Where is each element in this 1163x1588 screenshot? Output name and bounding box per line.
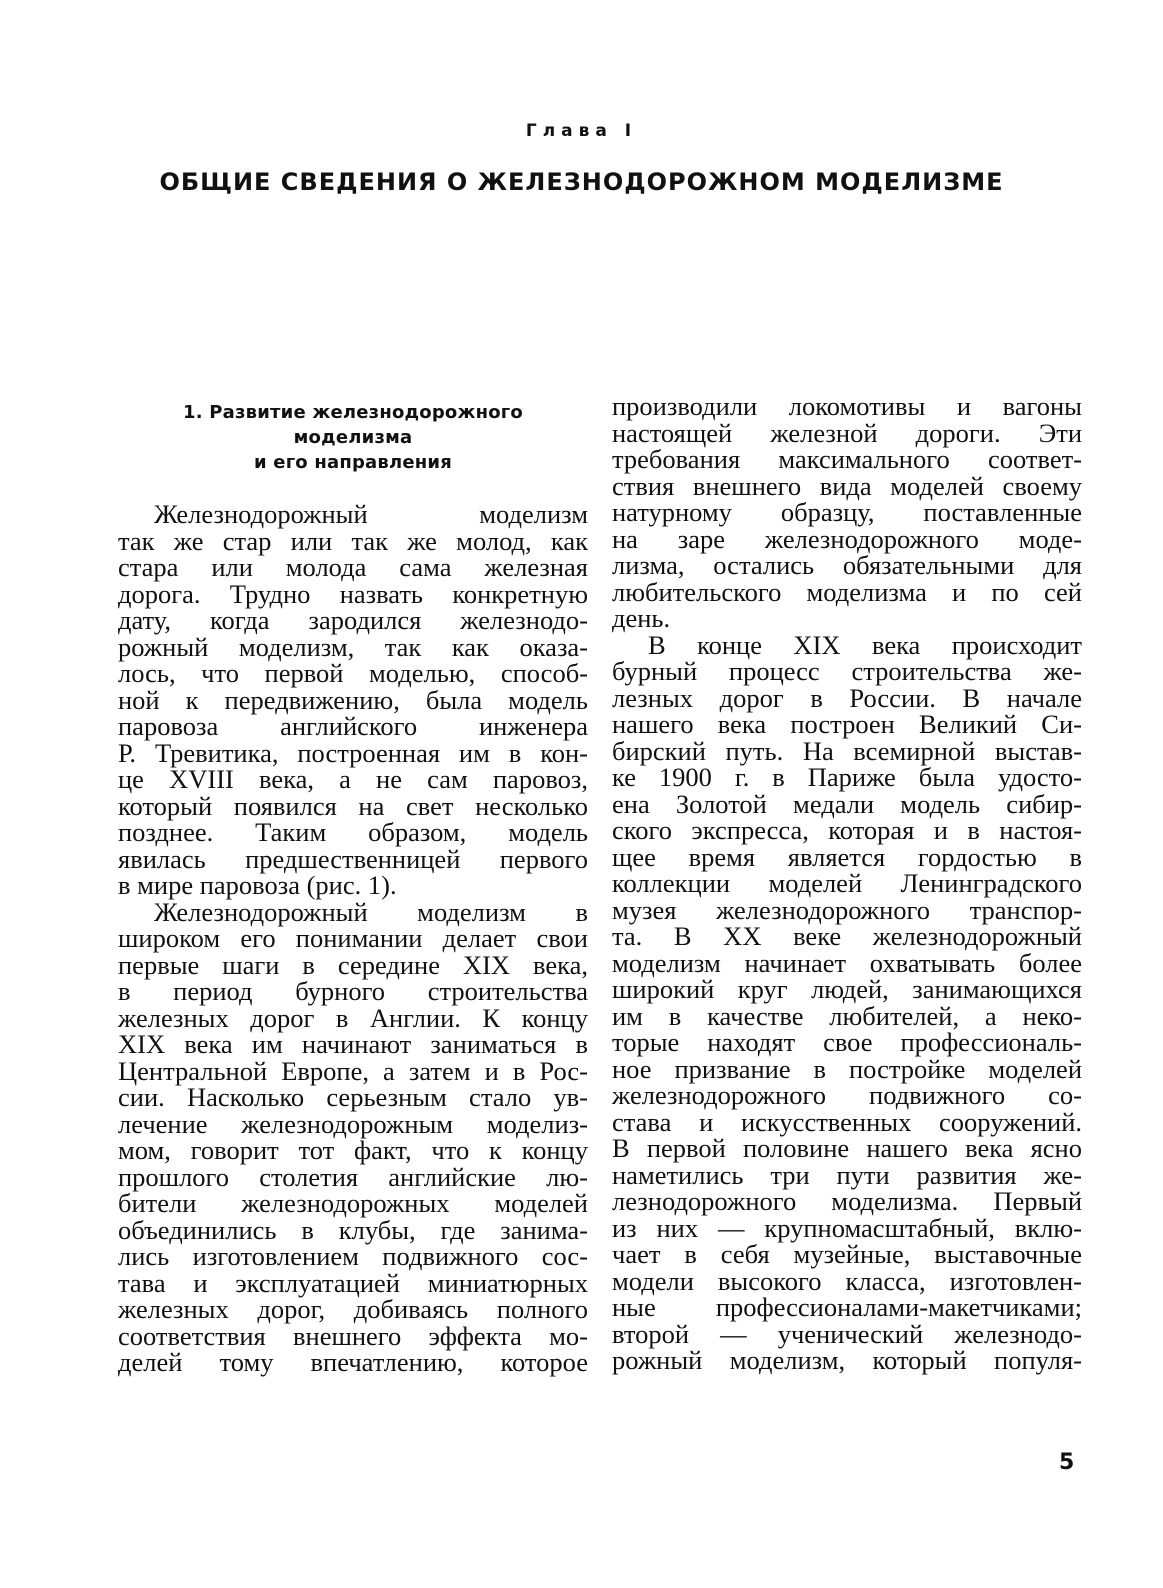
text-line: музея железнодорожного транспор- xyxy=(612,894,1082,925)
text-line: мом, говорит тот факт, что к концу xyxy=(118,1135,588,1165)
text-line: объединились в клубы, где занима- xyxy=(118,1214,588,1245)
text-line: В конце XIX века происходит xyxy=(648,629,1082,660)
text-line: наметились три пути развития же- xyxy=(612,1159,1082,1190)
text-line: моделизм начинает охватывать более xyxy=(612,947,1082,978)
text-line: ке 1900 г. в Париже была удосто- xyxy=(612,762,1082,792)
chapter-label: Глава I xyxy=(525,121,638,141)
text-line: ствия внешнего вида моделей своему xyxy=(612,470,1082,501)
text-line: железнодорожного подвижного со- xyxy=(612,1080,1082,1110)
text-line: Центральной Европе, а затем и в Рос- xyxy=(118,1055,588,1086)
text-line: Железнодорожный моделизм xyxy=(154,499,588,529)
text-line: паровоза английского инженера xyxy=(118,711,588,741)
left-column-text xyxy=(118,501,588,1376)
text-line: Р. Тревитика, построенная им в кон- xyxy=(118,737,588,768)
text-line: лось, что первой моделью, способ- xyxy=(118,658,588,688)
text-line: железных дорог в Англии. К концу xyxy=(118,1002,588,1033)
text-line: сии. Насколько серьезным стало ув- xyxy=(118,1082,588,1112)
text-line: XIX века им начинают заниматься в xyxy=(118,1029,588,1059)
text-line: ное призвание в постройке моделей xyxy=(612,1053,1082,1084)
text-line: ского экспресса, которая и в настоя- xyxy=(612,815,1082,845)
section-heading-line: 1. Развитие железнодорожного xyxy=(183,402,523,423)
text-line: модели высокого класса, изготовлен- xyxy=(612,1265,1082,1296)
text-line: лечение железнодорожным моделиз- xyxy=(118,1108,588,1139)
text-line: нашего века построен Великий Си- xyxy=(612,709,1082,739)
text-line: щее время является гордостью в xyxy=(612,841,1082,872)
text-line: день. xyxy=(612,603,671,633)
text-line: из них — крупномасштабный, вклю- xyxy=(612,1212,1082,1243)
text-line: широком его понимании делает свои xyxy=(118,923,588,953)
text-line: лизма, остались обязательными для xyxy=(612,550,1082,580)
chapter-title: ОБЩИЕ СВЕДЕНИЯ О ЖЕЛЕЗНОДОРОЖНОМ МОДЕЛИЗМЕ xyxy=(159,168,1004,196)
text-line: прошлого столетия английские лю- xyxy=(118,1161,588,1192)
text-line: производили локомотивы и вагоны xyxy=(612,391,1082,421)
text-line: торые находят свое профессиональ- xyxy=(612,1027,1082,1057)
text-line: лезнодорожного моделизма. Первый xyxy=(612,1186,1082,1216)
page-number: 5 xyxy=(1059,1450,1075,1475)
text-line: дорога. Трудно назвать конкретную xyxy=(118,578,588,609)
text-line: стара или молода сама железная xyxy=(118,552,588,582)
text-line: который появился на свет несколько xyxy=(118,790,588,821)
text-line: бители железнодорожных моделей xyxy=(118,1188,588,1218)
text-line: им в качестве любителей, а неко- xyxy=(612,1000,1082,1031)
text-line: лезных дорог в России. В начале xyxy=(612,682,1082,713)
text-line: ные профессионалами-макетчиками; xyxy=(612,1292,1082,1322)
text-line: ной к передвижению, была модель xyxy=(118,684,588,715)
text-line: второй — ученический железнодо- xyxy=(612,1318,1082,1349)
text-line: та. В XX веке железнодорожный xyxy=(612,921,1082,951)
text-line: Железнодорожный моделизм в xyxy=(154,896,588,927)
text-line: натурному образцу, поставленные xyxy=(612,497,1082,527)
text-line: бирский путь. На всемирной выстав- xyxy=(612,735,1082,766)
text-line: лись изготовлением подвижного сос- xyxy=(118,1241,588,1271)
text-line: рожный моделизм, который популя- xyxy=(612,1345,1082,1375)
text-line: рожный моделизм, так как оказа- xyxy=(118,631,588,662)
text-line: це XVIII века, а не сам паровоз, xyxy=(118,764,588,794)
text-line: настоящей железной дороги. Эти xyxy=(612,417,1082,448)
text-line: бурный процесс строительства же- xyxy=(612,656,1082,686)
text-line: В первой половине нашего века ясно xyxy=(612,1133,1082,1163)
text-line: требования максимального соответ- xyxy=(612,444,1082,474)
text-line: любительского моделизма и по сей xyxy=(612,576,1082,607)
text-line: в мире паровоза (рис. 1). xyxy=(118,870,397,900)
text-line: делей тому впечатлению, которое xyxy=(118,1347,588,1377)
text-line: так же стар или так же молод, как xyxy=(118,525,588,556)
text-line: широкий круг людей, занимающихся xyxy=(612,974,1082,1004)
text-line: первые шаги в середине XIX века, xyxy=(118,949,588,980)
section-heading-line: моделизма xyxy=(293,427,413,448)
section-heading-line: и его направления xyxy=(254,452,452,473)
text-line: явилась предшественницей первого xyxy=(118,843,588,874)
text-line: коллекции моделей Ленинградского xyxy=(612,868,1082,898)
text-line: соответствия внешнего эффекта мо- xyxy=(118,1320,588,1351)
right-column xyxy=(612,393,1082,1374)
text-line: ена Золотой медали модель сибир- xyxy=(612,788,1082,819)
text-line: железных дорог, добиваясь полного xyxy=(118,1294,588,1324)
left-column xyxy=(118,393,588,1376)
text-line: дату, когда зародился железнодо- xyxy=(118,605,588,635)
text-line: става и искусственных сооружений. xyxy=(612,1106,1082,1137)
text-line: позднее. Таким образом, модель xyxy=(118,817,588,847)
right-column-text xyxy=(612,393,1082,1374)
section-heading xyxy=(118,400,588,475)
text-line: тава и эксплуатацией миниатюрных xyxy=(118,1267,588,1298)
text-line: на заре железнодорожного моде- xyxy=(612,523,1082,554)
text-line: в период бурного строительства xyxy=(118,976,588,1006)
text-line: чает в себя музейные, выставочные xyxy=(612,1239,1082,1269)
